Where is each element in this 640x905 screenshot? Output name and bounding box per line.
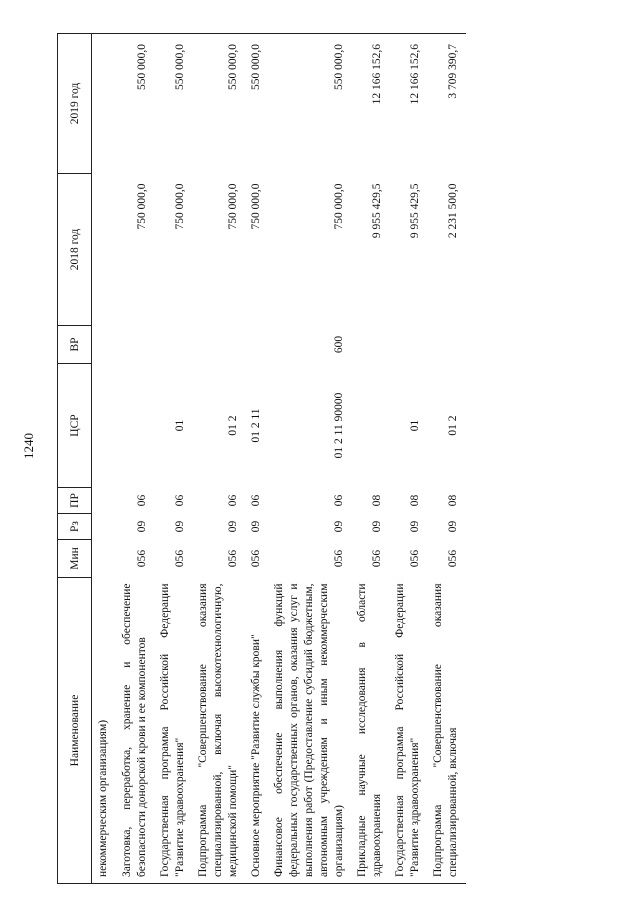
row-name: Прикладные научные исследования в области здравоохранения: [352, 578, 390, 884]
table-row: [246, 34, 269, 884]
budget-table: [57, 33, 466, 884]
row-pr: 08: [447, 494, 459, 507]
table-row: [269, 34, 352, 884]
row-rz: 09: [371, 520, 383, 533]
row-csr: 01 2: [227, 415, 239, 436]
row-min: 056: [250, 549, 262, 568]
row-pr: 06: [333, 494, 345, 507]
row-vr: [352, 326, 390, 364]
row-2018: [92, 174, 118, 326]
row-min: 056: [333, 549, 345, 568]
row-rz: 09: [409, 520, 421, 533]
row-2018: 9 955 429,5: [371, 183, 383, 239]
table-row: [428, 34, 466, 884]
row-name: Основное мероприятие "Развитие службы крови": [246, 578, 269, 884]
row-min: 056: [409, 549, 421, 568]
row-rz: 09: [227, 520, 239, 533]
row-2018: 750 000,0: [227, 183, 239, 230]
row-rz: [92, 514, 118, 540]
row-pr: 08: [409, 494, 421, 507]
row-name: Государственная программа Российской Федерации "Развитие здравоохранения": [155, 578, 193, 884]
row-vr: [117, 326, 155, 364]
rotated-table-container: [57, 34, 567, 884]
row-csr: [92, 364, 118, 488]
row-min: 056: [174, 549, 186, 568]
row-pr: 06: [227, 494, 239, 507]
row-2018: 2 231 500,0: [447, 183, 459, 239]
table-row: [193, 34, 246, 884]
header-rz: Рз: [58, 514, 92, 540]
table-row: [390, 34, 428, 884]
page-number: 1240: [21, 433, 36, 459]
header-2018: 2018 год: [58, 174, 92, 326]
row-2018: 750 000,0: [333, 183, 345, 230]
row-min: 056: [371, 549, 383, 568]
row-2019: 12 166 152,6: [352, 34, 390, 174]
row-csr: 01: [174, 419, 186, 432]
row-rz: 09: [174, 520, 186, 533]
row-vr: [246, 326, 269, 364]
row-pr: 06: [174, 494, 186, 507]
row-2019: 3 709 390,7: [428, 34, 466, 174]
row-vr: 600: [333, 335, 345, 354]
row-rz: 09: [136, 520, 148, 533]
row-2019: [92, 34, 118, 174]
header-csr: ЦСР: [58, 364, 92, 488]
row-vr: [428, 326, 466, 364]
row-name: Государственная программа Российской Федерации "Развитие здравоохранения": [390, 578, 428, 884]
row-rz: 09: [333, 520, 345, 533]
header-pr: ПР: [58, 488, 92, 514]
row-csr: 01 2 11: [250, 408, 262, 443]
row-vr: [390, 326, 428, 364]
table-header-row: [58, 34, 92, 884]
row-min: 056: [227, 549, 239, 568]
row-pr: 06: [136, 494, 148, 507]
row-2018: 750 000,0: [250, 183, 262, 230]
row-2018: 750 000,0: [136, 183, 148, 230]
row-rz: 09: [447, 520, 459, 533]
row-csr: 01 2 11 90000: [333, 392, 345, 459]
table-row: [352, 34, 390, 884]
row-2019: 550 000,0: [117, 34, 155, 174]
row-min: 056: [447, 549, 459, 568]
row-name: Заготовка, переработка, хранение и обеспечение безопасности донорской крови и ее компонентов: [117, 578, 155, 884]
table-row: [155, 34, 193, 884]
row-csr: [117, 364, 155, 488]
row-name: некоммерческим организациям): [92, 578, 118, 884]
row-csr: 01: [409, 419, 421, 432]
table-row: [92, 34, 118, 884]
row-pr: [92, 488, 118, 514]
row-pr: 06: [250, 494, 262, 507]
row-vr: [92, 326, 118, 364]
row-min: 056: [136, 549, 148, 568]
row-2019: 550 000,0: [155, 34, 193, 174]
row-csr: 01 2: [447, 415, 459, 436]
row-name: Подпрограмма "Совершенствование оказания специализированной, включая высокотехнологичную, медицинской помощи": [193, 578, 246, 884]
row-2019: 550 000,0: [193, 34, 246, 174]
header-vr: ВР: [58, 326, 92, 364]
header-name: Наименование: [58, 578, 92, 884]
table-row: [117, 34, 155, 884]
row-2018: 750 000,0: [174, 183, 186, 230]
row-min: [92, 540, 118, 578]
row-2019: 12 166 152,6: [390, 34, 428, 174]
row-vr: [155, 326, 193, 364]
row-2019: 550 000,0: [246, 34, 269, 174]
header-2019: 2019 год: [58, 34, 92, 174]
header-min: Мин: [58, 540, 92, 578]
row-vr: [193, 326, 246, 364]
row-2019: 550 000,0: [269, 34, 352, 174]
row-name: Подпрограмма "Совершенствование оказания специализированной, включая: [428, 578, 466, 884]
row-name: Финансовое обеспечение выполнения функций федеральных государственных органов, оказания услуг и выполнения работ (Предоставление субсидий бюджетным, автономным учреждениям и иным некоммерческим организациям): [269, 578, 352, 884]
row-2018: 9 955 429,5: [409, 183, 421, 239]
row-csr: [352, 364, 390, 488]
row-pr: 08: [371, 494, 383, 507]
row-rz: 09: [250, 520, 262, 533]
